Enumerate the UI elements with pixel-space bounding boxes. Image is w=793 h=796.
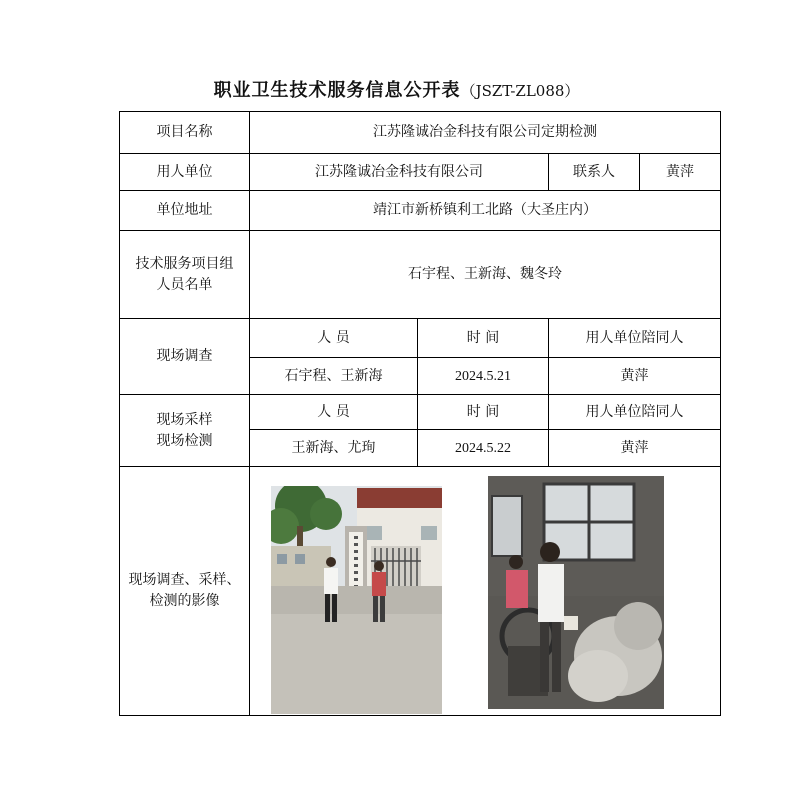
site-gate-photo	[271, 486, 442, 714]
page-title	[0, 76, 793, 102]
info-table	[119, 111, 721, 716]
employer-label: 用人单位	[120, 154, 250, 191]
sampling-label	[120, 395, 250, 467]
contact-value: 黄萍	[640, 154, 721, 191]
survey-col-escort: 用人单位陪同人	[549, 319, 721, 358]
survey-escort: 黄萍	[549, 358, 721, 395]
survey-label: 现场调查	[120, 319, 250, 395]
contact-label: 联系人	[549, 154, 640, 191]
row-project-name	[120, 112, 721, 154]
project-name-value: 江苏隆诚冶金科技有限公司定期检测	[250, 112, 721, 154]
row-sampling-header	[120, 395, 721, 430]
row-address	[120, 191, 721, 231]
address-label: 单位地址	[120, 191, 250, 231]
images-label	[120, 467, 250, 716]
survey-col-people: 人 员	[250, 319, 418, 358]
row-images	[120, 467, 721, 716]
survey-col-time: 时 间	[418, 319, 549, 358]
team-label	[120, 231, 250, 319]
sampling-escort: 黄萍	[549, 430, 721, 467]
address-value: 靖江市新桥镇利工北路（大圣庄内）	[250, 191, 721, 231]
sampling-col-time: 时 间	[418, 395, 549, 430]
team-value: 石宇程、王新海、魏冬玲	[250, 231, 721, 319]
survey-people: 石宇程、王新海	[250, 358, 418, 395]
employer-value: 江苏隆诚冶金科技有限公司	[250, 154, 549, 191]
images-label-line2: 检测的影像	[149, 593, 220, 609]
sampling-col-escort: 用人单位陪同人	[549, 395, 721, 430]
factory-interior-photo	[488, 476, 664, 709]
sampling-time: 2024.5.22	[418, 430, 549, 467]
title-text: 职业卫生技术服务信息公开表	[213, 80, 461, 101]
row-team	[120, 231, 721, 319]
team-label-line1: 技术服务项目组	[135, 255, 234, 272]
form-code: （JSZT-ZL088）	[460, 82, 580, 100]
sampling-people: 王新海、尤珣	[250, 430, 418, 467]
images-cell	[250, 467, 721, 716]
row-survey-header	[120, 319, 721, 358]
team-label-line2: 人员名单	[156, 276, 213, 293]
images-label-line1: 现场调查、采样、	[128, 572, 241, 588]
sampling-col-people: 人 员	[250, 395, 418, 430]
sampling-label-line2: 现场检测	[156, 432, 213, 449]
row-employer	[120, 154, 721, 191]
sampling-label-line1: 现场采样	[156, 411, 213, 428]
survey-time: 2024.5.21	[418, 358, 549, 395]
project-name-label: 项目名称	[120, 112, 250, 154]
